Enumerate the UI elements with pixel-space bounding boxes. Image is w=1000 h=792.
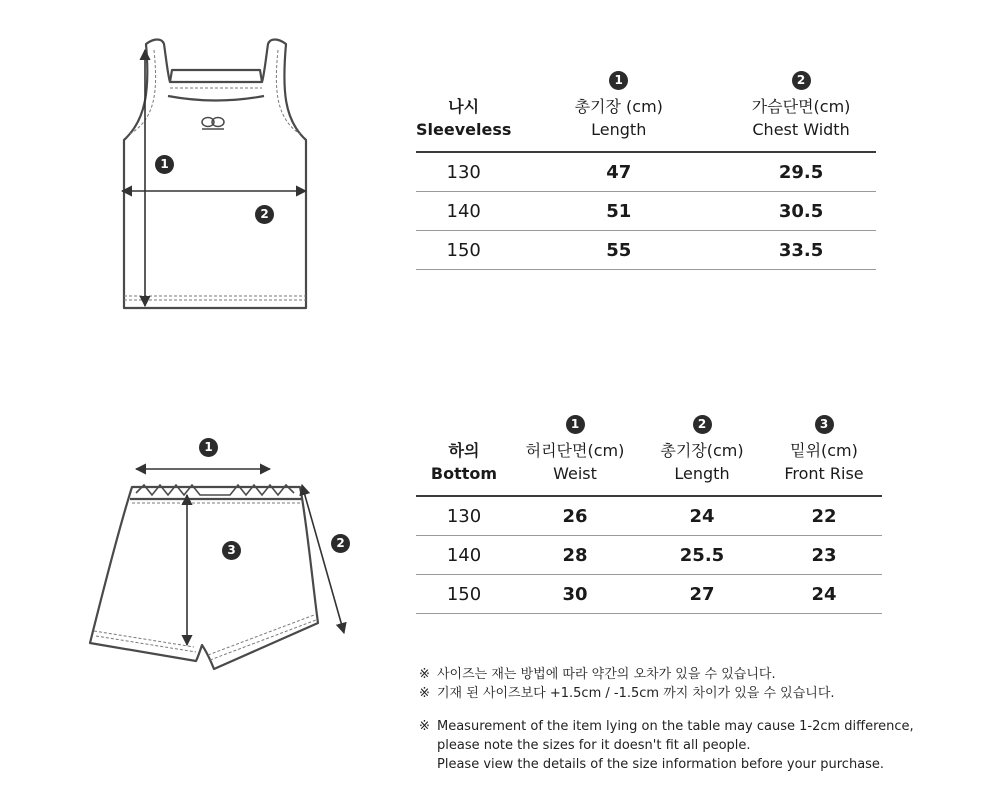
value-cell: 29.5 <box>726 152 876 192</box>
column-header-length: 총기장(cm) Length <box>660 441 744 483</box>
category-header: 나시 Sleeveless <box>416 97 512 139</box>
value-cell: 47 <box>511 152 726 192</box>
note-text: 기재 된 사이즈보다 +1.5cm / -1.5cm 까지 차이가 있을 수 있습니다. <box>437 686 835 701</box>
value-cell: 28 <box>512 536 638 575</box>
top-marker-length: 1 <box>155 155 174 174</box>
value-cell: 25.5 <box>638 536 766 575</box>
size-cell: 130 <box>416 152 511 192</box>
note-mark: ※ <box>419 719 430 734</box>
value-cell: 22 <box>766 496 882 536</box>
column-badge-length: 2 <box>693 415 712 434</box>
size-cell: 140 <box>416 192 511 231</box>
value-cell: 24 <box>766 575 882 614</box>
column-badge-rise: 3 <box>815 415 834 434</box>
note-text: Please view the details of the size information before your purchase. <box>437 757 885 772</box>
column-header-waist: 허리단면(cm) Weist <box>525 441 625 483</box>
column-badge-chest: 2 <box>792 71 811 90</box>
size-cell: 150 <box>416 575 512 614</box>
note-text: Measurement of the item lying on the table may cause 1-2cm difference, <box>437 719 914 734</box>
value-cell: 51 <box>511 192 726 231</box>
note-mark: ※ <box>419 667 430 682</box>
column-header-chest: 가슴단면(cm) Chest Width <box>751 97 851 139</box>
size-cell: 140 <box>416 536 512 575</box>
note-korean-2 <box>419 684 919 703</box>
note-text: 사이즈는 재는 방법에 따라 약간의 오차가 있을 수 있습니다. <box>437 667 776 682</box>
value-cell: 33.5 <box>726 231 876 270</box>
column-badge-length: 1 <box>609 71 628 90</box>
table-row <box>416 575 882 614</box>
note-korean-1 <box>419 665 919 684</box>
category-header: 하의 Bottom <box>430 441 498 483</box>
value-cell: 27 <box>638 575 766 614</box>
shorts-illustration <box>80 455 360 680</box>
value-cell: 55 <box>511 231 726 270</box>
top-marker-chest: 2 <box>255 205 274 224</box>
note-mark: ※ <box>419 686 430 701</box>
sleeveless-size-table <box>416 63 876 270</box>
size-cell: 130 <box>416 496 512 536</box>
sleeveless-top-illustration <box>110 30 320 320</box>
column-header-rise: 밑위(cm) Front Rise <box>784 441 864 483</box>
column-badge-waist: 1 <box>566 415 585 434</box>
note-english <box>419 717 919 774</box>
size-notes <box>419 665 919 774</box>
table-row <box>416 152 876 192</box>
value-cell: 30.5 <box>726 192 876 231</box>
bottom-marker-waist: 1 <box>199 438 218 457</box>
table-row <box>416 192 876 231</box>
value-cell: 23 <box>766 536 882 575</box>
column-header-length: 총기장 (cm) Length <box>574 97 663 139</box>
bottom-marker-length: 2 <box>331 534 350 553</box>
note-text: please note the sizes for it doesn't fit all people. <box>437 738 751 753</box>
bottom-marker-rise: 3 <box>222 541 241 560</box>
value-cell: 30 <box>512 575 638 614</box>
value-cell: 26 <box>512 496 638 536</box>
bottom-size-table <box>416 407 882 614</box>
table-row <box>416 231 876 270</box>
size-cell: 150 <box>416 231 511 270</box>
table-row <box>416 536 882 575</box>
table-row <box>416 496 882 536</box>
value-cell: 24 <box>638 496 766 536</box>
